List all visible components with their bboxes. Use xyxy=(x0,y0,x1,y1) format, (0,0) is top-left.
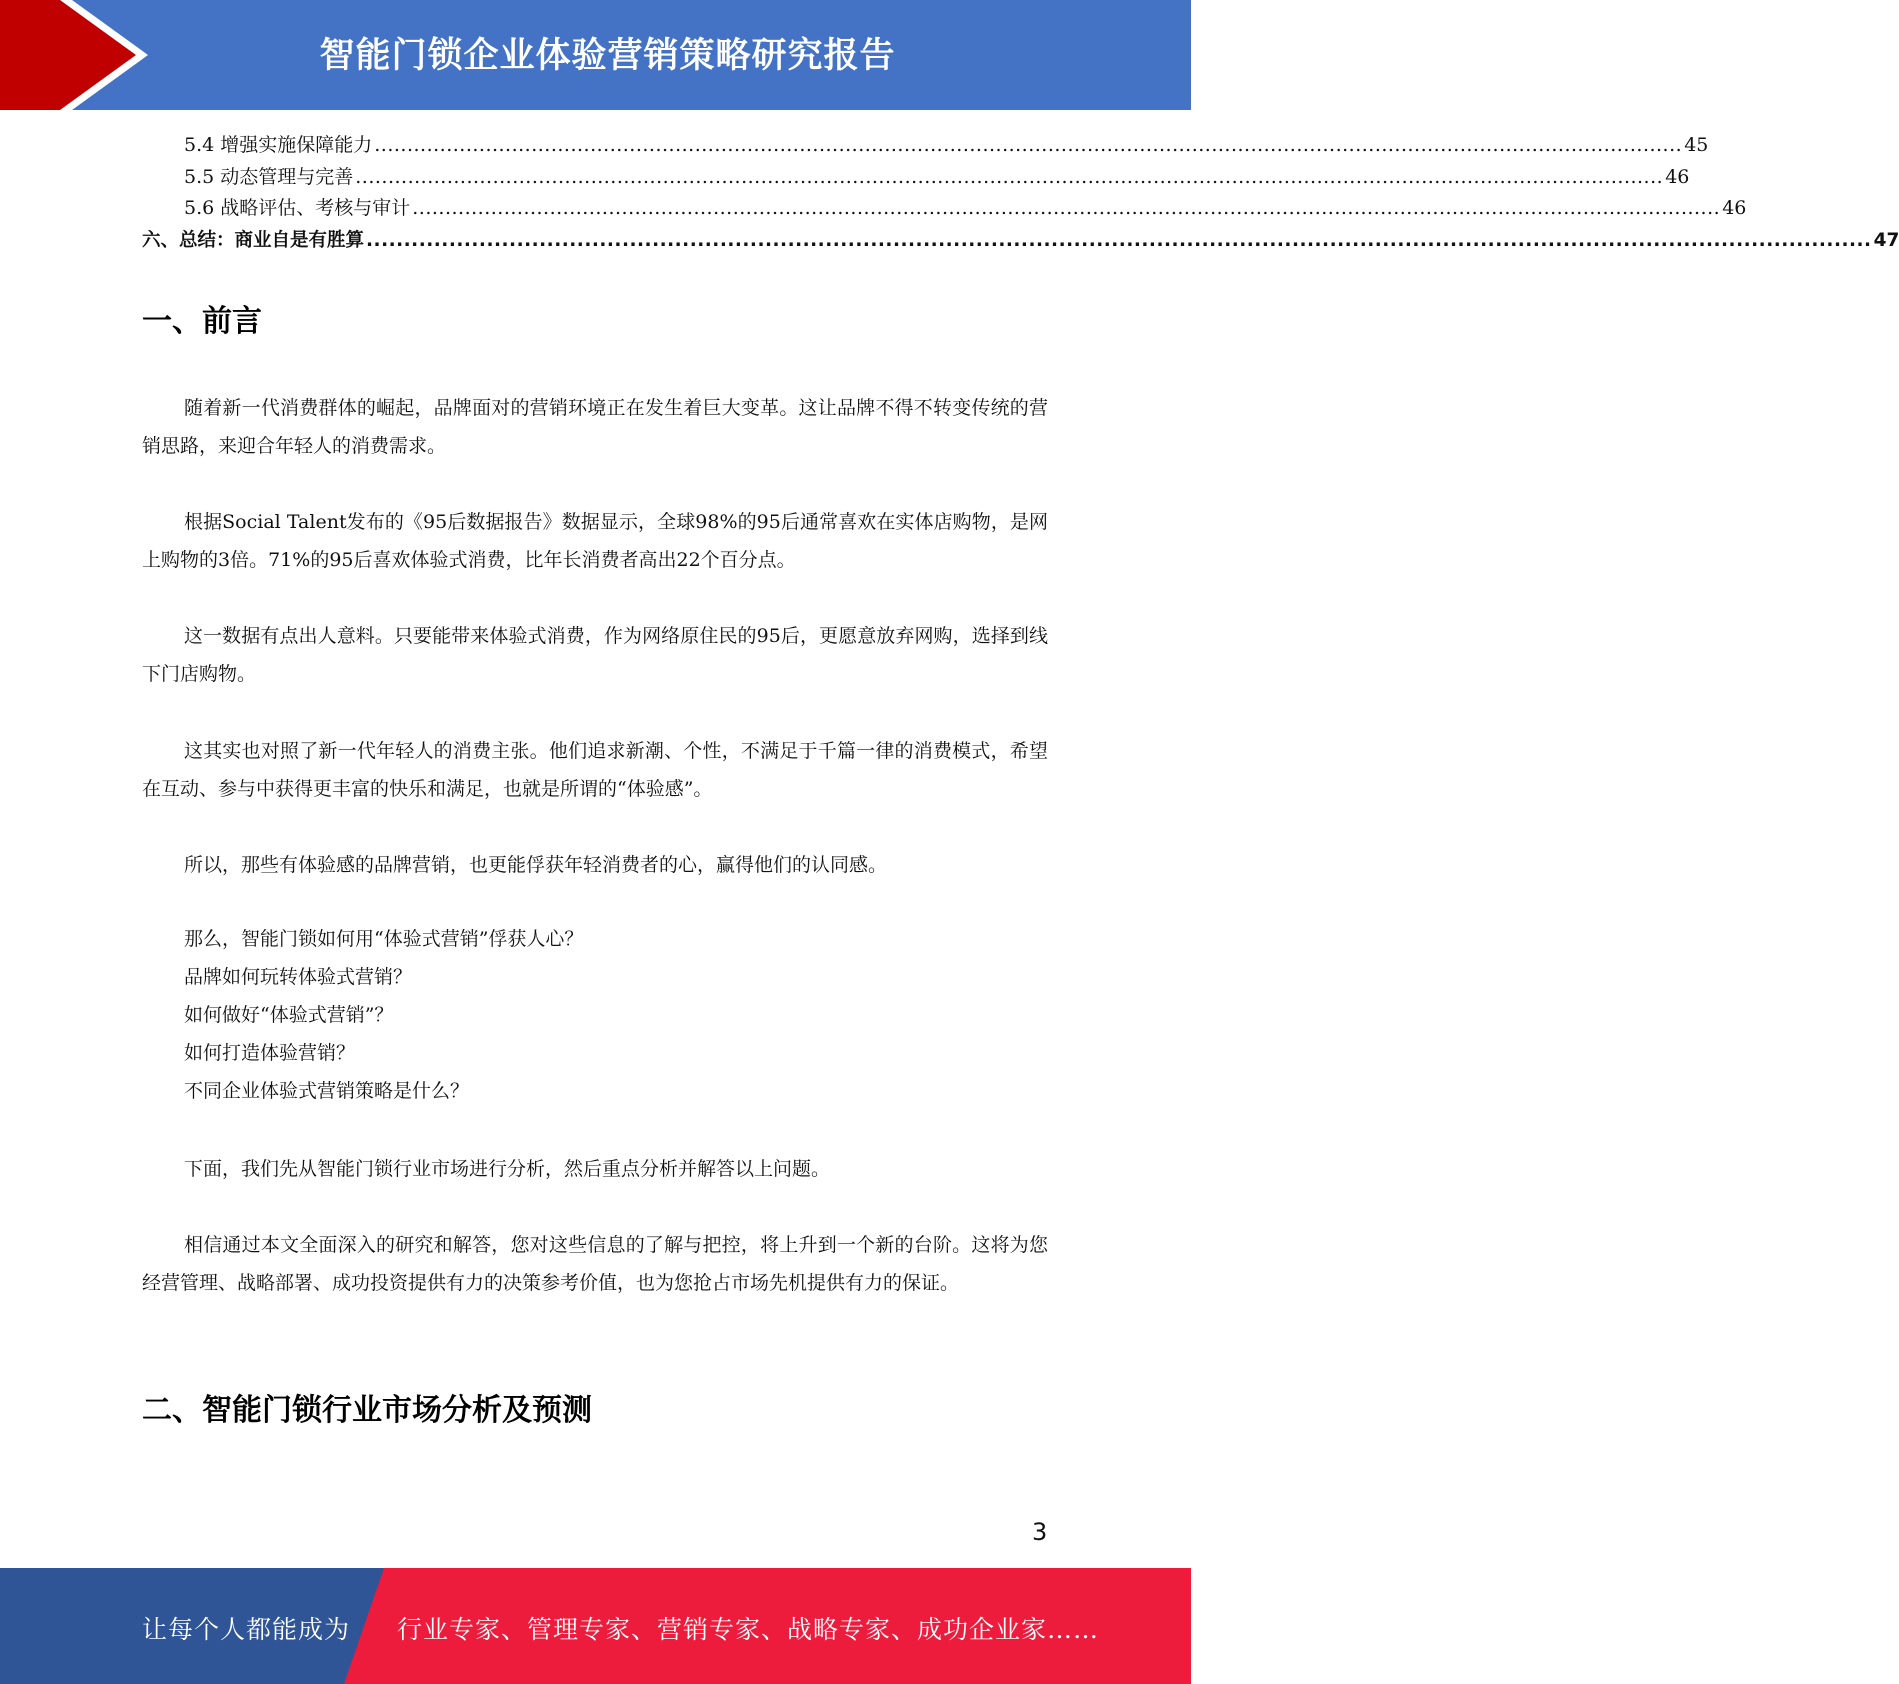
toc-entry-label: 六、总结：商业自是有胜算 xyxy=(142,229,365,251)
toc-entry-label: 5.5 动态管理与完善 xyxy=(184,165,354,188)
toc-entry-label: 5.6 战略评估、考核与审计 xyxy=(184,197,411,219)
toc-leader-dots: ........................................................................................................................................................................................................ xyxy=(412,197,1721,219)
question-item: 品牌如何玩转体验式营销？ xyxy=(184,966,413,988)
body-paragraph: 所以，那些有体验感的品牌营销，也更能俘获年轻消费者的心，赢得他们的认同感。 xyxy=(184,854,888,876)
toc-entry-page: 47 xyxy=(1873,229,1899,251)
page-header xyxy=(0,0,1191,110)
header-title: 智能门锁企业体验营销策略研究报告 xyxy=(319,36,896,76)
section-heading-preface: 一、前言 xyxy=(142,304,262,339)
question-item: 那么，智能门锁如何用“体验式营销”俘获人心？ xyxy=(184,928,584,950)
toc-entry[interactable] xyxy=(142,193,1747,225)
table-of-contents xyxy=(142,130,1899,256)
section-heading-market-analysis: 二、智能门锁行业市场分析及预测 xyxy=(142,1393,592,1428)
toc-entry[interactable] xyxy=(142,130,1709,162)
question-item: 不同企业体验式营销策略是什么？ xyxy=(184,1080,470,1102)
toc-leader-dots: ........................................................................................................................................................................................................ xyxy=(374,134,1683,156)
page-footer xyxy=(0,1568,1191,1684)
toc-entry-page: 46 xyxy=(1722,197,1747,219)
page-number: 3 xyxy=(1032,1518,1048,1546)
toc-entry-page: 46 xyxy=(1665,165,1690,188)
body-paragraph: 随着新一代消费群体的崛起，品牌面对的营销环境正在发生着巨大变革。这让品牌不得不转变传统的营销思路，来迎合年轻人的消费需求。 xyxy=(142,397,1048,457)
footer-slogan-left: 让每个人都能成为 xyxy=(142,1615,351,1644)
body-paragraph: 根据Social Talent发布的《95后数据报告》数据显示，全球98%的95后通常喜欢在实体店购物，是网上购物的3倍。71%的95后喜欢体验式消费，比年长消费者高出22个百分点。 xyxy=(142,511,1048,571)
body-paragraph: 下面，我们先从智能门锁行业市场进行分析，然后重点分析并解答以上问题。 xyxy=(184,1158,831,1180)
toc-leader-dots: ........................................................................................................................................................................................................ xyxy=(366,229,1872,251)
toc-entry[interactable] xyxy=(142,162,1690,194)
toc-leader-dots: ........................................................................................................................................................................................................ xyxy=(355,165,1664,188)
body-paragraph: 这一数据有点出人意料。只要能带来体验式消费，作为网络原住民的95后，更愿意放弃网购，选择到线下门店购物。 xyxy=(142,625,1048,685)
toc-entry[interactable] xyxy=(142,225,1899,257)
toc-entry-page: 45 xyxy=(1684,134,1709,156)
toc-entry-label: 5.4 增强实施保障能力 xyxy=(184,134,373,156)
body-paragraph: 这其实也对照了新一代年轻人的消费主张。他们追求新潮、个性，不满足于千篇一律的消费模式，希望在互动、参与中获得更丰富的快乐和满足，也就是所谓的“体验感”。 xyxy=(142,740,1048,800)
question-list xyxy=(184,920,583,1110)
footer-slogan-right: 行业专家、管理专家、营销专家、战略专家、成功企业家…… xyxy=(397,1615,1100,1644)
body-paragraph: 相信通过本文全面深入的研究和解答，您对这些信息的了解与把控，将上升到一个新的台阶。这将为您经营管理、战略部署、成功投资提供有力的决策参考价值，也为您抢占市场先机提供有力的保证。 xyxy=(142,1234,1048,1294)
question-item: 如何做好“体验式营销”？ xyxy=(184,1004,394,1026)
question-item: 如何打造体验营销？ xyxy=(184,1042,356,1064)
